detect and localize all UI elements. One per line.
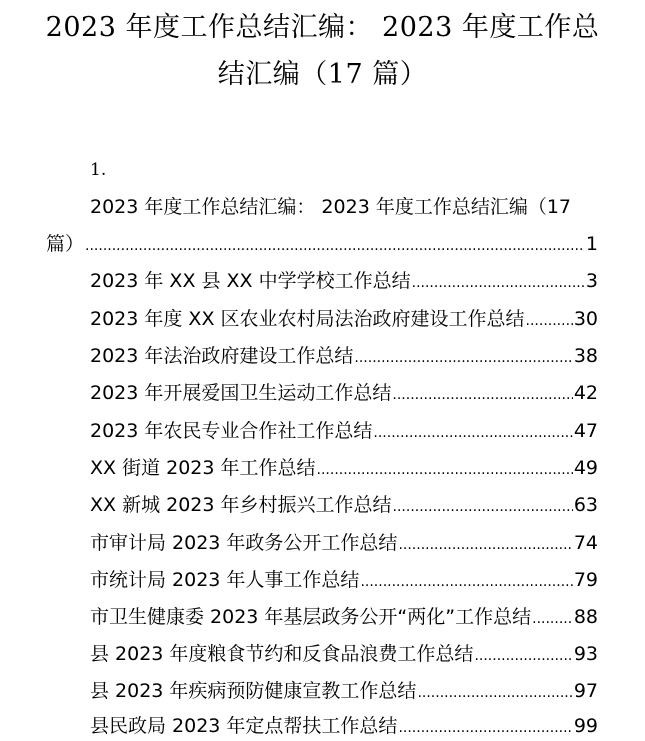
toc-leader-dots — [417, 680, 572, 706]
toc-item-5[interactable] — [90, 380, 598, 406]
toc-leader-dots — [360, 569, 572, 595]
toc-leader-dots — [373, 420, 572, 446]
toc-item-label: 县 2023 年度粮食节约和反食品浪费工作总结 — [90, 643, 474, 665]
toc-item-1-title-line-1: 2023 年度工作总结汇编： 2023 年度工作总结汇编（17 — [90, 196, 572, 218]
toc-item-9[interactable] — [90, 530, 598, 556]
toc-item-label: 篇） — [46, 233, 85, 255]
toc-item-page: 99 — [573, 715, 598, 737]
toc-item-8[interactable] — [90, 492, 598, 518]
toc-leader-dots — [85, 233, 585, 259]
toc-leader-dots — [398, 532, 572, 558]
toc-item-10[interactable] — [90, 567, 598, 593]
toc-item-page: 30 — [573, 308, 598, 330]
toc-item-page: 3 — [585, 270, 598, 292]
toc-item-page: 79 — [573, 569, 598, 591]
toc-leader-dots — [532, 606, 573, 632]
toc-item-label: 县民政局 2023 年定点帮扶工作总结 — [90, 715, 398, 737]
toc-item-page: 88 — [573, 606, 598, 628]
toc-leader-dots — [354, 345, 572, 371]
toc-item-label: XX 新城 2023 年乡村振兴工作总结 — [90, 494, 392, 516]
toc-item-label: 市统计局 2023 年人事工作总结 — [90, 569, 360, 591]
toc-item-3[interactable] — [90, 306, 598, 332]
toc-item-label: XX 街道 2023 年工作总结 — [90, 457, 316, 479]
toc-item-11[interactable] — [90, 604, 598, 630]
document-title-line-2: 结汇编（17 篇） — [217, 59, 428, 90]
toc-item-label: 2023 年 XX 县 XX 中学学校工作总结 — [90, 270, 411, 292]
toc-item-page: 42 — [573, 382, 598, 404]
toc-item-label: 县 2023 年疾病预防健康宣教工作总结 — [90, 680, 417, 702]
toc-item-page: 47 — [573, 420, 598, 442]
toc-item-page: 1 — [585, 233, 598, 255]
toc-item-12[interactable] — [90, 641, 598, 667]
toc-leader-dots — [526, 308, 573, 334]
document-title-line-1: 2023 年度工作总结汇编： 2023 年度工作总 — [45, 12, 600, 43]
toc-item-label: 市审计局 2023 年政务公开工作总结 — [90, 532, 398, 554]
toc-item-6[interactable] — [90, 418, 598, 444]
toc-leader-dots — [474, 643, 572, 669]
toc-item-1[interactable] — [46, 231, 598, 257]
toc-item-2[interactable] — [90, 268, 598, 294]
toc-section-number: 1. — [90, 160, 107, 180]
toc-item-page: 74 — [573, 532, 598, 554]
toc-item-label: 市卫生健康委 2023 年基层政务公开“两化”工作总结 — [90, 606, 532, 628]
toc-item-13[interactable] — [90, 678, 598, 704]
toc-leader-dots — [412, 270, 585, 296]
toc-item-page: 63 — [573, 494, 598, 516]
toc-leader-dots — [393, 494, 573, 520]
toc-item-page: 49 — [573, 457, 598, 479]
toc-item-label: 2023 年开展爱国卫生运动工作总结 — [90, 382, 392, 404]
toc-item-7[interactable] — [90, 455, 598, 481]
toc-item-label: 2023 年度 XX 区农业农村局法治政府建设工作总结 — [90, 308, 525, 330]
toc-item-4[interactable] — [90, 343, 598, 369]
toc-leader-dots — [317, 457, 573, 483]
toc-item-label: 2023 年农民专业合作社工作总结 — [90, 420, 373, 442]
toc-item-page: 38 — [573, 345, 598, 367]
toc-item-label: 2023 年法治政府建设工作总结 — [90, 345, 354, 367]
toc-item-14[interactable] — [90, 713, 598, 739]
toc-leader-dots — [398, 715, 572, 741]
toc-item-page: 93 — [573, 643, 598, 665]
toc-item-page: 97 — [573, 680, 598, 702]
toc-leader-dots — [392, 382, 572, 408]
